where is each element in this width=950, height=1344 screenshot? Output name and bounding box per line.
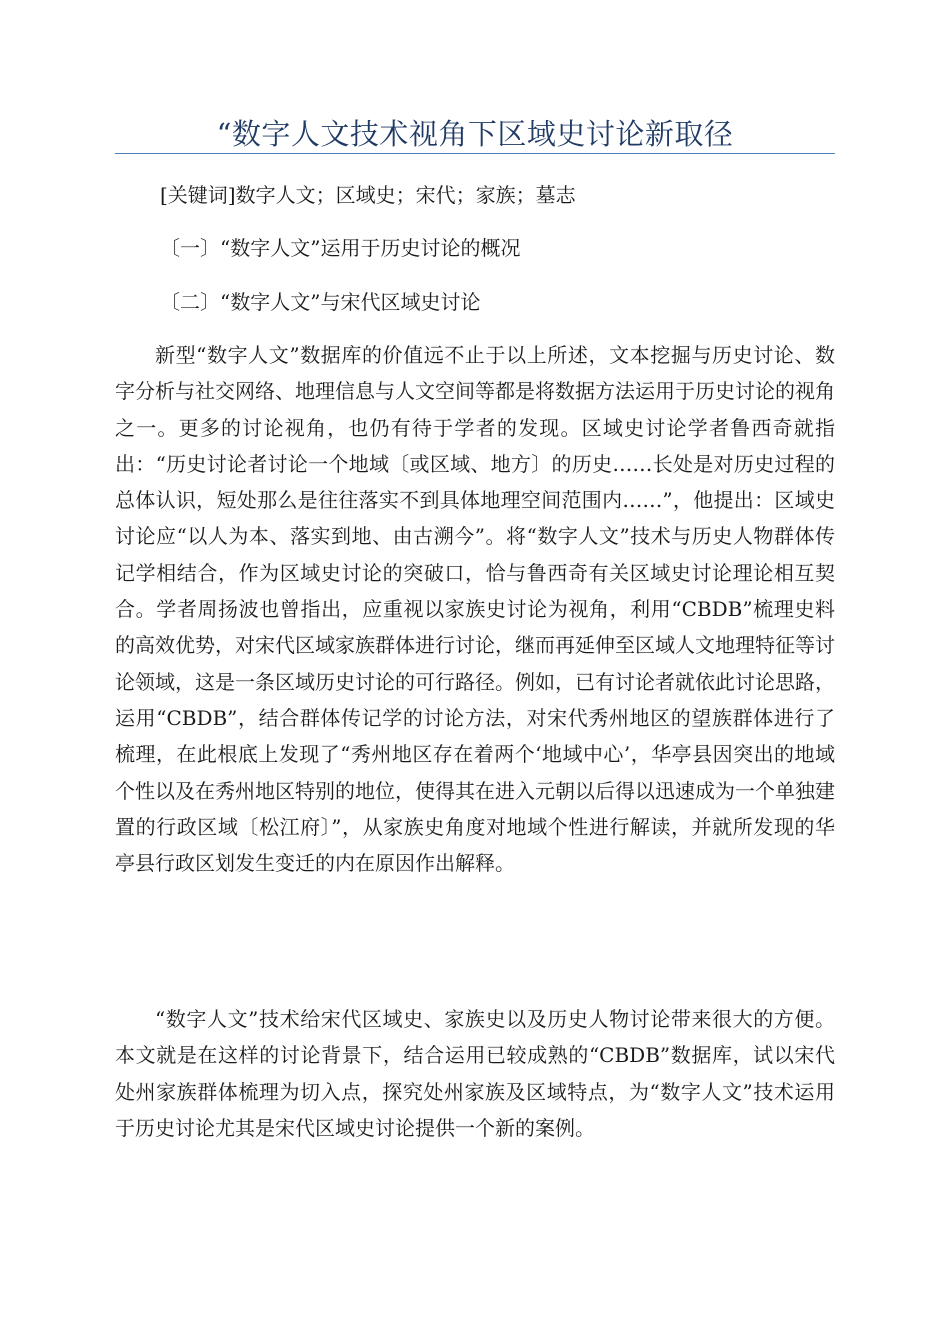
section-heading-2: 〔二〕“数字人文”与宋代区域史讨论	[160, 290, 481, 314]
keywords-line: [关键词]数字人文；区域史；宋代；家族；墓志	[160, 183, 576, 207]
section-heading-1: 〔一〕“数字人文”运用于历史讨论的概况	[160, 236, 521, 260]
body-paragraph-2: “数字人文”技术给宋代区域史、家族史以及历史人物讨论带来很大的方便。本文就是在这样的讨论背景下，结合运用已较成熟的“CBDB”数据库，试以宋代处州家族群体梳理为切入点，探究处州家族及区域特点，为“数字人文”技术运用于历史讨论尤其是宋代区域史讨论提供一个新的案例。	[115, 1007, 835, 1140]
body-paragraph-1: 新型“数字人文”数据库的价值远不止于以上所述，文本挖掘与历史讨论、数字分析与社交网络、地理信息与人文空间等都是将数据方法运用于历史讨论的视角之一。更多的讨论视角，也仍有待于学者的发现。区域史讨论学者鲁西奇就指出：“历史讨论者讨论一个地域〔或区域、地方〕的历史……长处是对历史过程的总体认识，短处那么是往往落实不到具体地理空间范围内……”，他提出：区域史讨论应“以人为本、落实到地、由古溯今”。将“数字人文”技术与历史人物群体传记学相结合，作为区域史讨论的突破口，恰与鲁西奇有关区域史讨论理论相互契合。学者周扬波也曾指出，应重视以家族史讨论为视角，利用“CBDB”梳理史料的高效优势，对宋代区域家族群体进行讨论，继而再延伸至区域人文地理特征等讨论领域，这是一条区域历史讨论的可行路径。例如，已有讨论者就依此讨论思路，运用“CBDB”，结合群体传记学的讨论方法，对宋代秀州地区的望族群体进行了梳理，在此根底上发现了“秀州地区存在着两个‘地域中心’，华亭县因突出的地域个性以及在秀州地区特别的地位，使得其在进入元朝以后得以迅速成为一个单独建置的行政区域〔松江府〕”，从家族史角度对地域个性进行解读，并就所发现的华亭县行政区划发生变迁的内在原因作出解释。	[115, 343, 835, 876]
title-divider	[115, 153, 835, 154]
document-title: “数字人文技术视角下区域史讨论新取径	[216, 117, 734, 151]
